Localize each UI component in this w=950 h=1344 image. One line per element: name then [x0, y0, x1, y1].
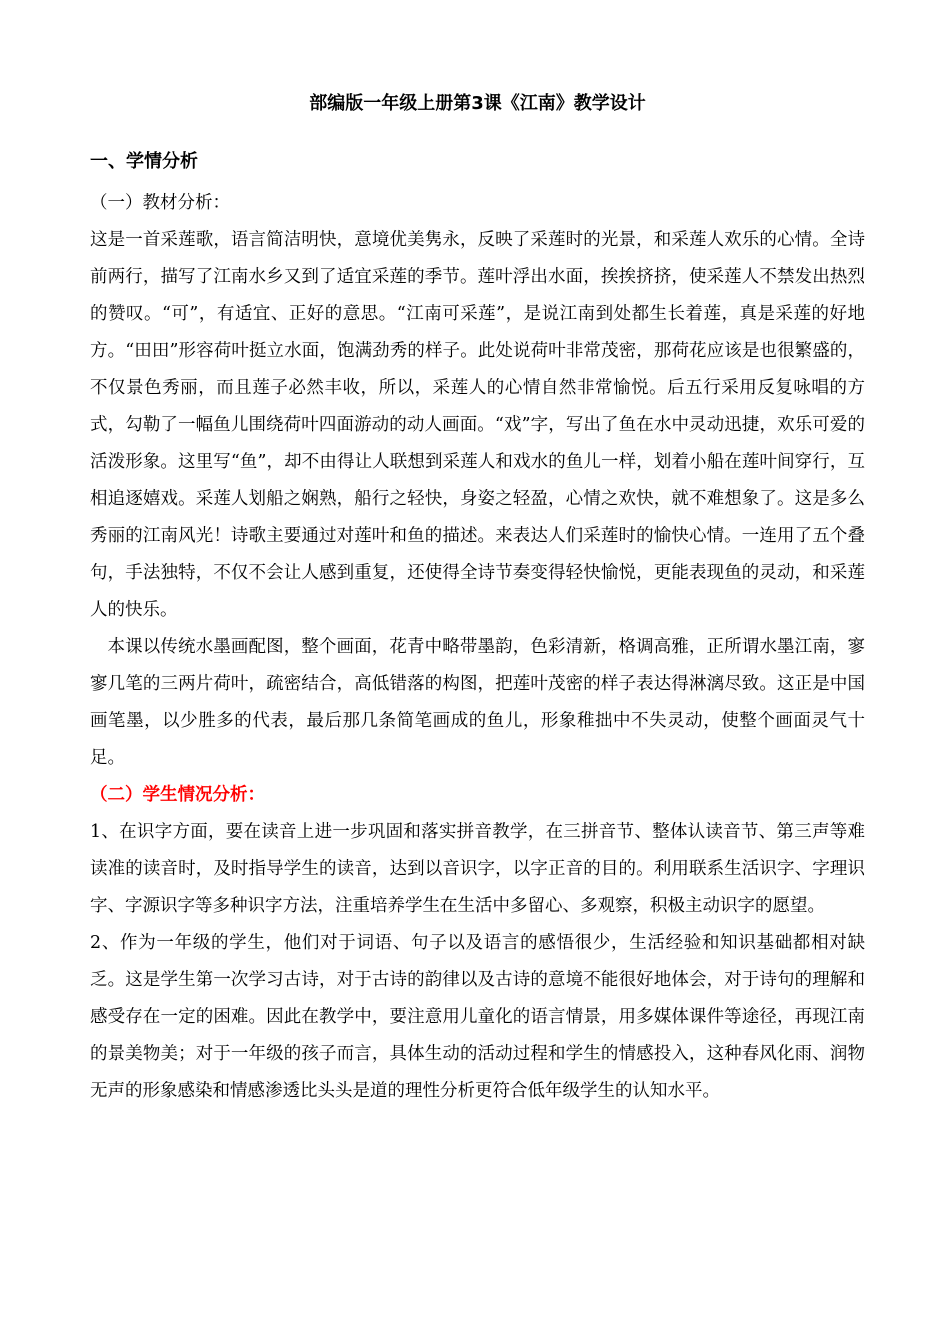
paragraph-poem-analysis: 这是一首采莲歌，语言简洁明快，意境优美隽永，反映了采莲时的光景，和采莲人欢乐的心情。全诗前两行，描写了江南水乡又到了适宜采莲的季节。莲叶浮出水面，挨挨挤挤，使采莲人不禁发出热烈的赞叹。“可”，有适宜、正好的意思。“江南可采莲”，是说江南到处都生长着莲，真是采莲的好地方。“田田”形容荷叶挺立水面，饱满劲秀的样子。此处说荷叶非常茂密，那荷花应该是也很繁盛的，不仅景色秀丽，而且莲子必然丰收，所以，采莲人的心情自然非常愉悦。后五行采用反复咏唱的方式，勾勒了一幅鱼儿围绕荷叶四面游动的动人画面。“戏”字，写出了鱼在水中灵动迅捷，欢乐可爱的活泼形象。这里写“鱼”，却不由得让人联想到采莲人和戏水的鱼儿一样，划着小船在莲叶间穿行，互相追逐嬉戏。采莲人划船之娴熟，船行之轻快，身姿之轻盈，心情之欢快，就不难想象了。这是多么秀丽的江南风光！诗歌主要通过对莲叶和鱼的描述。来表达人们采莲时的愉快心情。一连用了五个叠句，手法独特，不仅不会让人感到重复，还使得全诗节奏变得轻快愉悦，更能表现鱼的灵动，和采莲人的快乐。 — [90, 230, 865, 620]
document-body — [90, 185, 865, 1110]
document-title: 部编版一年级上册第3课《江南》教学设计 — [309, 93, 646, 114]
paragraph-illustration-analysis: 本课以传统水墨画配图，整个画面，花青中略带墨韵，色彩清新，格调高雅，正所谓水墨江南，寥寥几笔的三两片荷叶，疏密结合，高低错落的构图，把莲叶茂密的样子表达得淋漓尽致。这正是中国画笔墨，以少胜多的代表，最后那几条简笔画成的鱼儿，形象稚拙中不失灵动，使整个画面灵气十足。 — [90, 637, 865, 768]
section-heading-learning-analysis: 一、学情分析 — [90, 151, 198, 172]
subsection-heading-textbook-analysis: （一）教材分析： — [90, 193, 230, 213]
subsection-heading-student-analysis: （二）学生情况分析： — [90, 785, 265, 805]
list-item-literacy: 1、在识字方面，要在读音上进一步巩固和落实拼音教学，在三拼音节、整体认读音节、第三声等难读准的读音时，及时指导学生的读音，达到以音识字，以字正音的目的。利用联系生活识字、字理识字、字源识字等多种识字方法，注重培养学生在生活中多留心、多观察，积极主动识字的愿望。 — [90, 822, 865, 916]
list-item-comprehension: 2、作为一年级的学生，他们对于词语、句子以及语言的感悟很少，生活经验和知识基础都相对缺乏。这是学生第一次学习古诗，对于古诗的韵律以及古诗的意境不能很好地体会，对于诗句的理解和感受存在一定的困难。因此在教学中，要注意用儿童化的语言情景，用多媒体课件等途径，再现江南的景美物美；对于一年级的孩子而言，具体生动的活动过程和学生的情感投入，这种春风化雨、润物无声的形象感染和情感渗透比头头是道的理性分析更符合低年级学生的认知水平。 — [90, 933, 865, 1101]
